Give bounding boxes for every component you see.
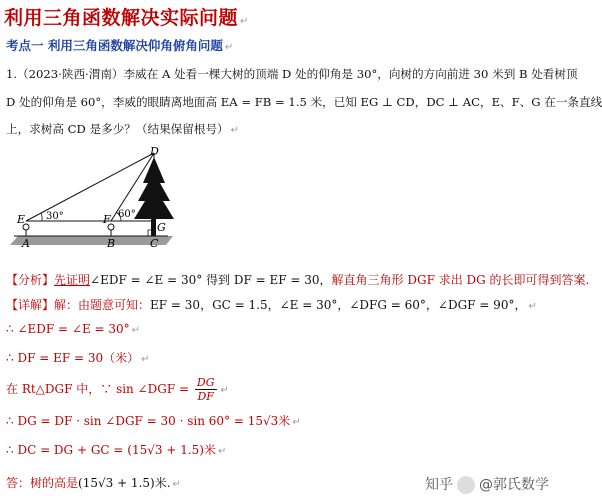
page-title: 利用三角函数解决实际问题 ↵ xyxy=(4,7,249,29)
analysis-line: 【分析】先证明∠EDF = ∠E = 30° 得到 DF = EF = 30，解直角三角形 DGF 求出 DG 的长即可得到答案. xyxy=(6,273,590,287)
solution-step-1: ∴ ∠EDF = ∠E = 30° ↵ xyxy=(6,322,141,336)
geometry-figure xyxy=(8,143,178,253)
section-subtitle: 考点一 利用三角函数解决仰角俯角问题 ↵ xyxy=(6,38,234,53)
question-line-1: 1.（2023·陕西·渭南）李威在 A 处看一棵大树的顶端 D 处的仰角是 30°，向树的方向前进 30 米到 B 处看树顶 xyxy=(6,67,578,81)
label-g: G xyxy=(157,221,166,234)
solution-step-2: ∴ DF = EF = 30（米） ↵ xyxy=(6,351,150,365)
solution-given-line: 【详解】解：由题意可知：EF = 30，GC = 1.5，∠E = 30°，∠DFG = 60°，∠DGF = 90°， ↵ xyxy=(6,298,537,312)
question-line-3: 上，求树高 CD 是多少？（结果保留根号） ↵ xyxy=(6,122,240,136)
watermark: 知乎 @郭氏数学 xyxy=(425,477,549,493)
ground-shape xyxy=(10,236,173,245)
label-a: A xyxy=(22,237,30,250)
label-b: B xyxy=(107,237,116,250)
label-c: C xyxy=(150,237,159,250)
question-line-2: D 处的仰角是 60°，李威的眼睛离地面高 EA = FB = 1.5 米，已知 EG ⊥ CD，DC ⊥ AC，E、F、G 在一条直线 xyxy=(6,95,602,109)
tree-icon xyxy=(134,157,174,219)
solution-step-5: ∴ DC = DG + GC = (15√3 + 1.5)米 ↵ xyxy=(6,443,227,457)
solution-step-3: 在 Rt△DGF 中，∵ sin ∠DGF = $\frac{DG}{DF}$ ↵ xyxy=(6,376,229,403)
answer-line: 答：树的高是(15√3 + 1.5)米. ↵ xyxy=(6,476,181,490)
angle-label-30: 30° xyxy=(46,211,64,222)
label-d: D xyxy=(150,145,159,158)
angle-label-60: 60° xyxy=(118,209,136,220)
label-f: F xyxy=(103,213,111,226)
avatar-icon xyxy=(457,476,475,494)
angle-arc-30 xyxy=(41,213,42,221)
tree-trunk xyxy=(151,219,156,236)
solution-step-4: ∴ DG = DF · sin ∠DGF = 30 · sin 60° = 15√3米 ↵ xyxy=(6,414,301,428)
label-e: E xyxy=(17,213,26,226)
fraction-dg-df: $\frac{DG}{DF}$ xyxy=(196,376,215,403)
